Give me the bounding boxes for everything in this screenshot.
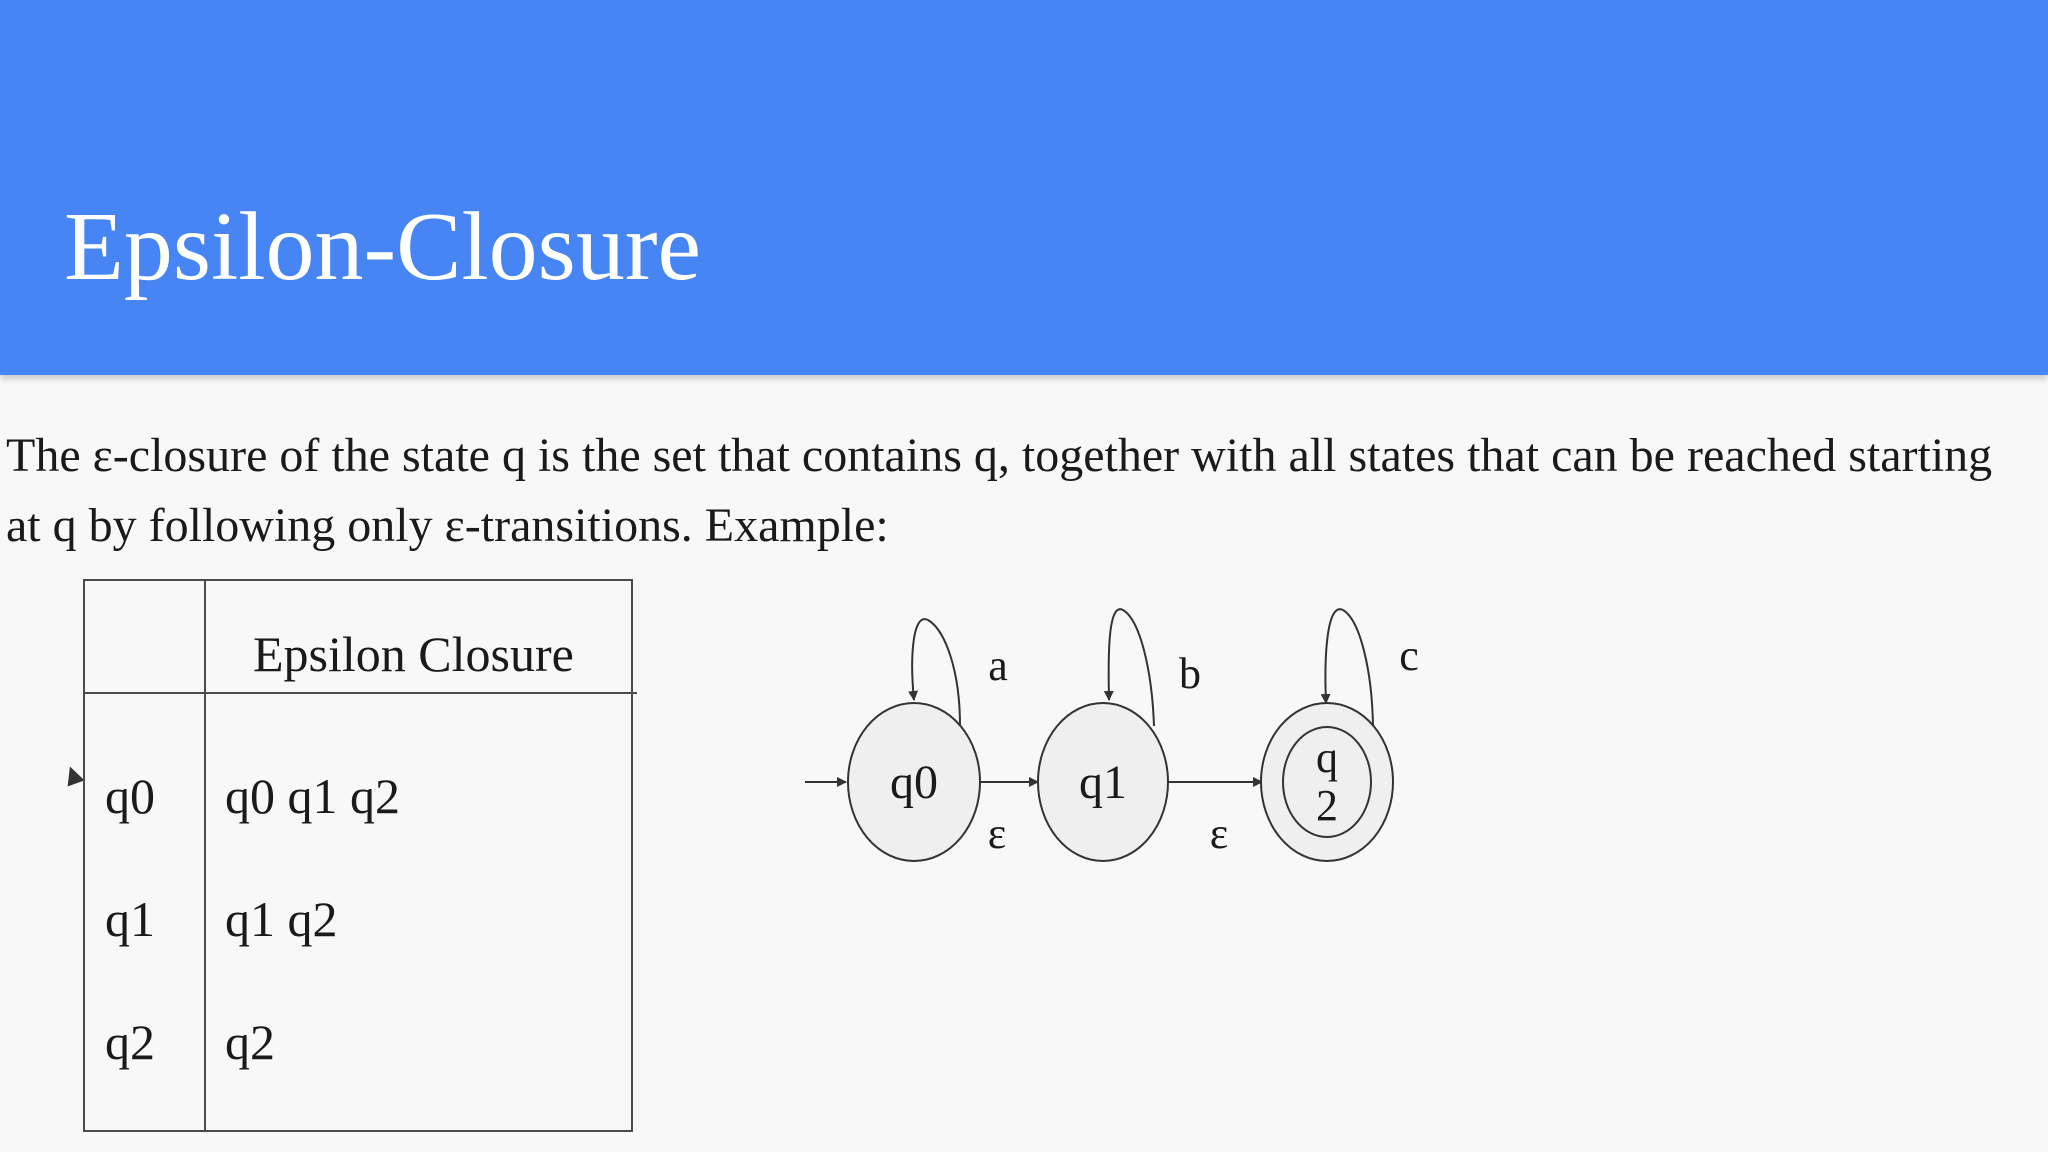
table-header-divider [85,692,637,694]
nfa-diagram [790,590,1430,890]
transition-label-eps-1: ε [987,809,1007,858]
state-q2-label-line1: q [1316,733,1338,782]
state-q0-label: q0 [890,756,938,809]
table-row-q1-state: q1 [105,891,155,947]
epsilon-closure-table [83,579,633,1132]
mouse-cursor-icon [61,763,84,786]
self-loop-label-c: c [1399,631,1419,680]
table-row-q1-closure: q1 q2 [225,891,338,947]
intro-paragraph: The ε-closure of the state q is the set that contains q, together with all states that can be reached starting at q by following only ε-transitions. Example: [6,429,1993,552]
table-row-q0-closure: q0 q1 q2 [225,768,400,824]
self-loop-label-a: a [988,641,1008,690]
table-row-q2-state: q2 [105,1014,155,1070]
state-q2-label-line2: 2 [1316,781,1338,830]
table-row-q2-closure: q2 [225,1014,275,1070]
table-header-closure: Epsilon Closure [253,626,574,682]
state-q1-label: q1 [1079,756,1127,809]
table-row-q0-state: q0 [105,768,155,824]
title-bar [0,0,2048,375]
table-column-divider [204,581,206,1130]
transition-label-eps-2: ε [1209,809,1229,858]
slide-title: Epsilon-Closure [64,193,701,301]
self-loop-label-b: b [1179,649,1201,698]
